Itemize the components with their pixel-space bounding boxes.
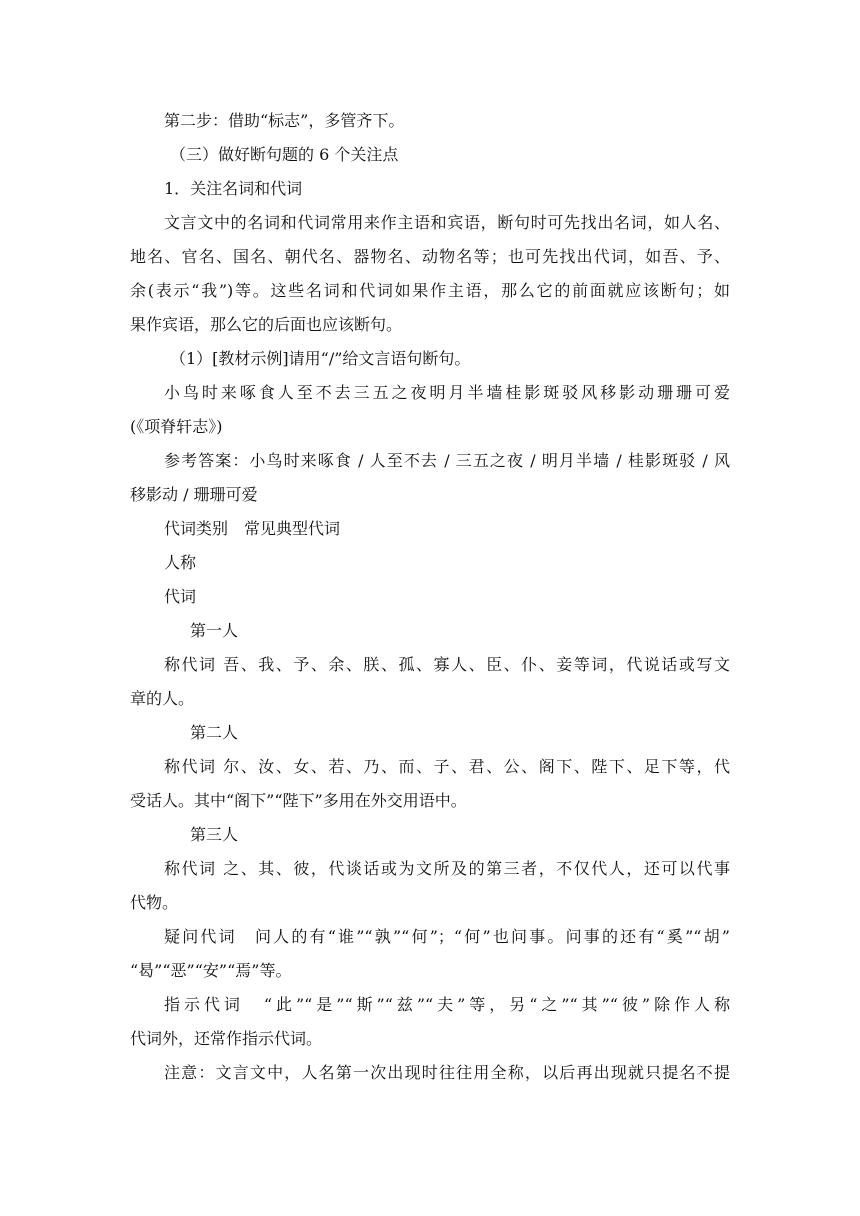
document-page: [130, 104, 730, 1090]
subsection-heading: 1．关注名词和代词: [164, 179, 303, 198]
section-heading: （三）做好断句题的 6 个关注点: [170, 145, 399, 164]
table-cell: 受话人。其中“阁下”“陛下”多用在外交用语中。: [130, 791, 467, 810]
table-cell: 疑问代词 问人的有“谁”“孰”“何”；“何”也问事。问事的还有“奚”“胡”: [164, 927, 730, 946]
table-cell: 第一人: [190, 621, 239, 640]
table-cell: 章的人。: [130, 689, 195, 708]
table-cell: 人称: [164, 553, 197, 572]
text-line: 果作宾语，那么它的后面也应该断句。: [130, 315, 403, 334]
text-line: 第二步：借助“标志”，多管齐下。: [164, 111, 405, 130]
table-cell: 指示代词 “此”“是”“斯”“兹”“夫”等，另“之”“其”“彼”除作人称: [164, 995, 730, 1014]
table-cell: 第二人: [190, 723, 239, 742]
answer-line: 移影动 / 珊珊可爱: [130, 485, 258, 504]
table-cell: 代词外，还常作指示代词。: [130, 1029, 323, 1048]
text-line: 文言文中的名词和代词常用来作主语和宾语，断句时可先找出名词，如人名、: [164, 213, 730, 232]
table-cell: 称代词 尔、汝、女、若、乃、而、子、君、公、阁下、陛下、足下等，代: [164, 757, 730, 776]
table-cell: 第三人: [190, 825, 239, 844]
note-line: 注意：文言文中，人名第一次出现时往往用全称，以后再出现就只提名不提: [164, 1063, 730, 1082]
table-cell: 代词: [164, 587, 197, 606]
table-cell: 称代词 吾、我、予、余、朕、孤、寡人、臣、仆、妾等词，代说话或写文: [164, 655, 730, 674]
table-cell: 称代词 之、其、彼，代谈话或为文所及的第三者，不仅代人，还可以代事: [164, 859, 730, 878]
table-cell: 代物。: [130, 893, 179, 912]
text-line: 地名、官名、国名、朝代名、器物名、动物名等；也可先找出代词，如吾、予、: [130, 247, 730, 266]
table-header: 代词类别 常见典型代词: [164, 519, 341, 538]
exercise-prompt: （1）[教材示例]请用“/”给文言语句断句。: [170, 349, 471, 368]
table-cell: “曷”“恶”“安”“焉”等。: [130, 961, 292, 980]
exercise-source: (《项脊轩志》): [130, 417, 223, 436]
text-line: 余(表示“我”)等。这些名词和代词如果作主语，那么它的前面就应该断句；如: [130, 281, 730, 300]
exercise-text: 小鸟时来啄食人至不去三五之夜明月半墙桂影斑驳风移影动珊珊可爱: [164, 383, 730, 402]
answer-line: 参考答案：小鸟时来啄食 / 人至不去 / 三五之夜 / 明月半墙 / 桂影斑驳 / 风: [164, 451, 730, 470]
